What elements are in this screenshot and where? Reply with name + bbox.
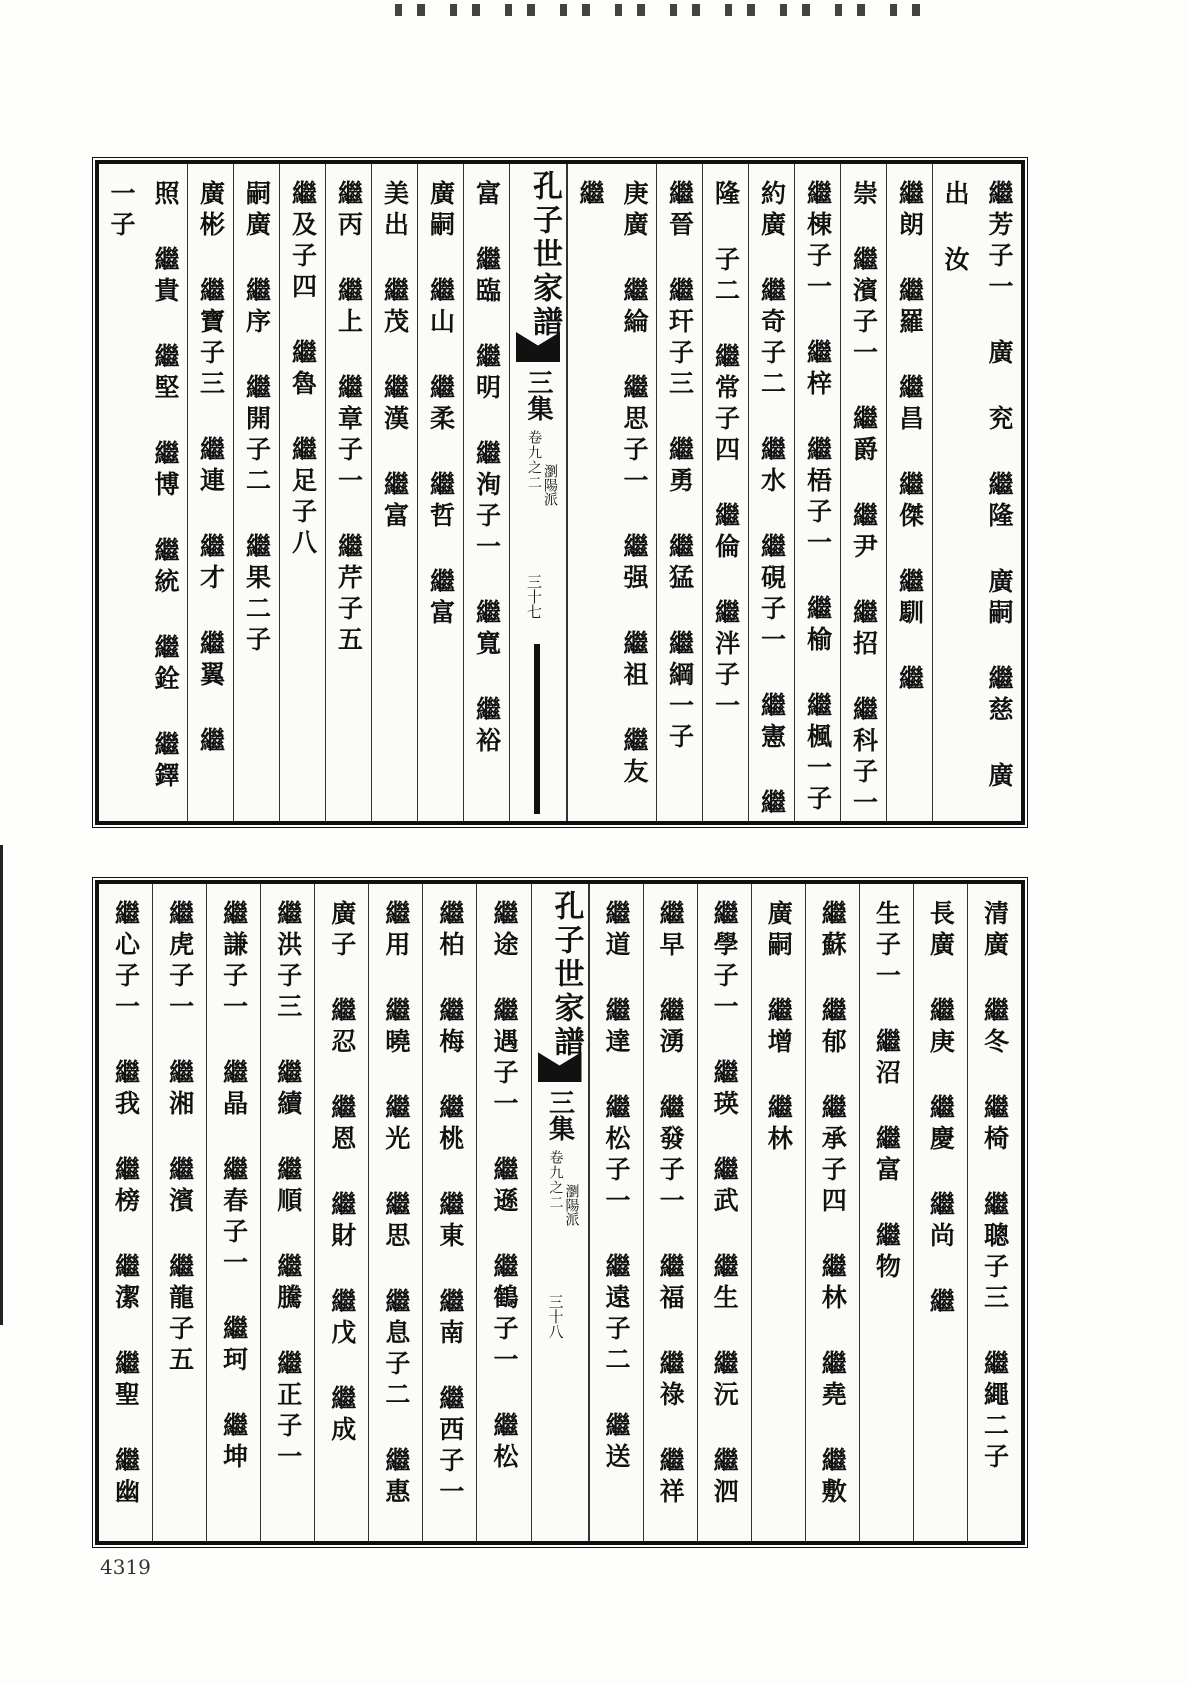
text-column: 繼柏 繼梅 繼桃 繼東 繼南 繼西子一 <box>422 884 476 1541</box>
text-column: 崇 繼濱子一 繼爵 繼尹 繼招 繼科子一 <box>840 164 886 821</box>
text-column: 廣子 繼忍 繼恩 繼財 繼戊 繼成 <box>314 884 368 1541</box>
text-column: 繼謙子一 繼晶 繼春子一 繼珂 繼坤 <box>206 884 260 1541</box>
text-column: 繼蘇 繼郁 繼承子四 繼林 繼堯 繼敷 <box>805 884 859 1541</box>
center-fold-header <box>509 164 567 821</box>
text-column: 約廣 繼奇子二 繼水 繼硯子一 繼憲 繼 <box>748 164 794 821</box>
genealogy-page-spread-2 <box>95 880 1025 1545</box>
leaf-number: 三十八 <box>546 1294 565 1339</box>
text-column: 繼及子四 繼魯 繼足子八 <box>279 164 325 821</box>
text-column: 繼早 繼湧 繼發子一 繼福 繼祿 繼祥 <box>643 884 697 1541</box>
text-column: 繼洪子三 繼續 繼順 繼騰 繼正子一 <box>260 884 314 1541</box>
text-column: 繼用 繼曉 繼光 繼思 繼息子二 繼惠 <box>368 884 422 1541</box>
volume-label: 卷九之二 <box>547 1150 564 1210</box>
text-column: 照 繼貴 繼堅 繼博 繼統 繼銓 繼鐸一子 <box>107 180 180 793</box>
collection-label: 三集 <box>544 1089 575 1141</box>
text-column: 繼途 繼遇子一 繼遜 繼鶴子一 繼松 <box>476 884 530 1541</box>
branch-label: 瀏陽派 <box>563 1184 580 1226</box>
text-column: 富 繼臨 繼明 繼洵子一 繼寬 繼裕 <box>463 164 509 821</box>
book-title: 孔子世家譜 <box>548 890 584 1060</box>
text-column: 繼丙 繼上 繼章子一 繼芹子五 <box>325 164 371 821</box>
book-title: 孔子世家譜 <box>527 170 562 340</box>
text-column: 繼棟子一 繼梓 繼梧子一 繼榆 繼楓一子 <box>794 164 840 821</box>
leaf-number: 三十七 <box>525 574 543 619</box>
collection-label: 三集 <box>523 369 553 421</box>
text-column: 繼道 繼達 繼松子一 繼遠子二 繼送 <box>589 884 643 1541</box>
text-column: 繼虎子一 繼湘 繼濱 繼龍子五 <box>152 884 206 1541</box>
text-column: 繼晉 繼玕子三 繼勇 繼猛 繼綱一子 <box>656 164 702 821</box>
text-column: 繼學子一 繼瑛 繼武 繼生 繼沅 繼泗 <box>697 884 751 1541</box>
center-bar <box>534 644 540 814</box>
center-fold-header <box>531 884 589 1541</box>
page-number: 4319 <box>100 1555 151 1579</box>
top-scan-artifact <box>395 4 935 16</box>
branch-label: 瀏陽派 <box>542 464 558 506</box>
text-column: 生子一 繼沼 繼富 繼物 <box>859 884 913 1541</box>
text-column: 廣嗣 繼山 繼柔 繼哲 繼富 <box>417 164 463 821</box>
text-column: 嗣廣 繼序 繼開子二 繼果二子 <box>233 164 279 821</box>
text-column: 廣嗣 繼增 繼林 <box>751 884 805 1541</box>
text-column: 庚廣 繼綸 繼思子一 繼强 繼祖 繼友 繼 <box>567 164 656 821</box>
genealogy-page-spread-1 <box>95 160 1025 825</box>
text-column: 繼芳子一 廣 兖 繼隆 廣嗣 繼慈 廣出 汝 <box>932 164 1021 821</box>
text-column: 繼朗 繼羅 繼昌 繼傑 繼馴 繼 <box>886 164 932 821</box>
text-column: 美出 繼茂 繼漢 繼富 <box>371 164 417 821</box>
text-column: 隆 子二 繼常子四 繼倫 繼泮子一 <box>702 164 748 821</box>
text-column: 繼心子一 繼我 繼榜 繼潔 繼聖 繼幽 <box>111 900 141 1509</box>
volume-label: 卷九之二 <box>526 430 542 490</box>
scan-edge-line <box>0 845 3 1325</box>
text-column: 廣彬 繼寶子三 繼連 繼才 繼翼 繼 <box>187 164 233 821</box>
text-column: 長廣 繼庚 繼慶 繼尚 繼 <box>913 884 967 1541</box>
text-column: 清廣 繼冬 繼椅 繼聰子三 繼繩二子 <box>967 884 1021 1541</box>
